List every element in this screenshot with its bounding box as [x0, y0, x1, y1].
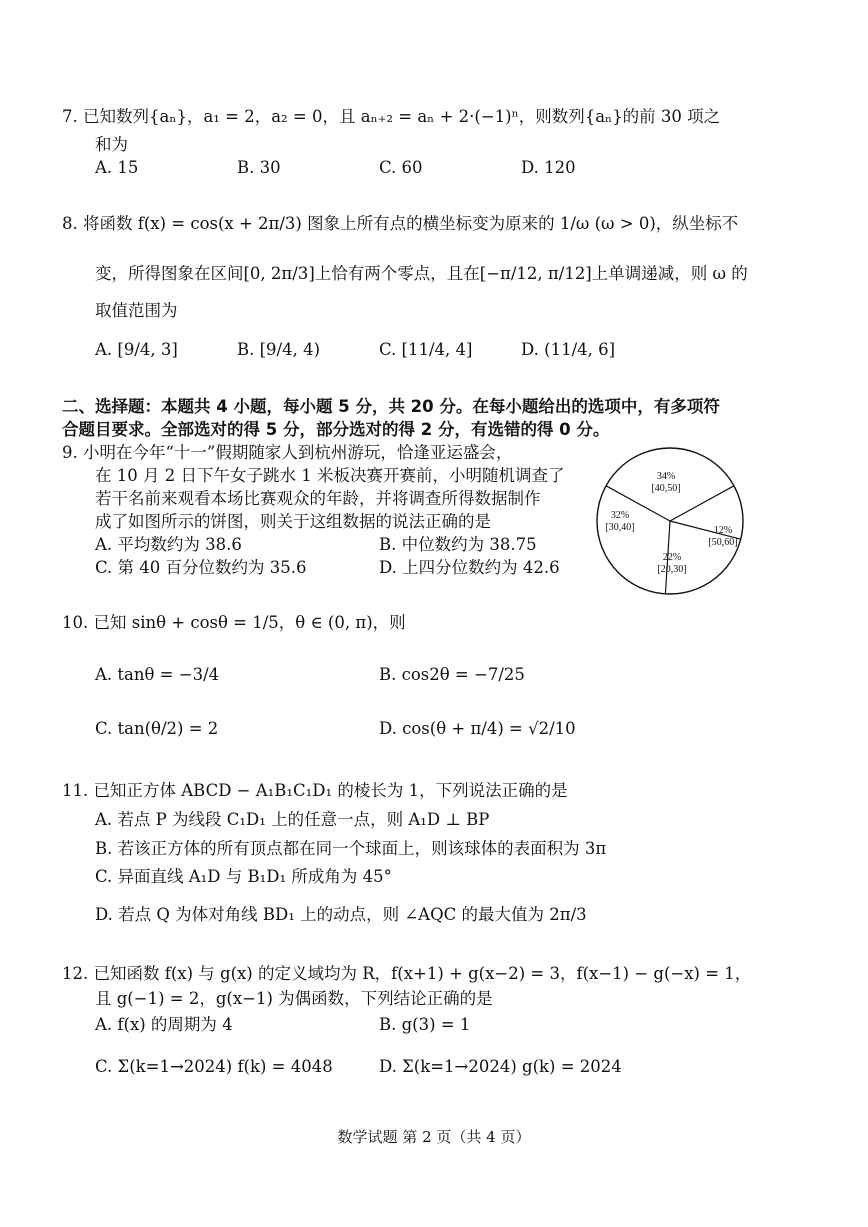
q9-stem-line4: 成了如图所示的饼图，则关于这组数据的说法正确的是 [95, 512, 491, 531]
q10-option-c: C. tan(θ/2) = 2 [95, 719, 219, 738]
pie-label-40-50: [40,50] [651, 483, 681, 494]
q11-option-d: D. 若点 Q 为体对角线 BD₁ 上的动点，则 ∠AQC 的最大值为 2π/3 [95, 905, 587, 924]
q7-option-b: B. 30 [237, 158, 281, 177]
q9-option-d: D. 上四分位数约为 42.6 [379, 558, 560, 577]
q11-stem: 11. 已知正方体 ABCD − A₁B₁C₁D₁ 的棱长为 1，下列说法正确的是 [62, 781, 568, 800]
q7-stem-line1: 7. 已知数列{aₙ}，a₁ = 2，a₂ = 0，且 aₙ₊₂ = aₙ + 2·(−1)ⁿ，则数列{aₙ}的前 30 项之 [62, 107, 721, 126]
q12-option-d: D. Σ(k=1→2024) g(k) = 2024 [379, 1057, 622, 1076]
q9-stem-line1: 9. 小明在今年“十一”假期随家人到杭州游玩，恰逢亚运盛会， [62, 443, 513, 462]
q9-stem-line2: 在 10 月 2 日下午女子跳水 1 米板决赛开赛前，小明随机调查了 [95, 466, 565, 485]
pie-label-20-30: [20,30] [657, 564, 687, 575]
q8-stem-line1: 8. 将函数 f(x) = cos(x + 2π/3) 图象上所有点的横坐标变为原来的 1/ω (ω > 0)，纵坐标不 [62, 214, 739, 233]
q11-option-b: B. 若该正方体的所有顶点都在同一个球面上，则该球体的表面积为 3π [95, 839, 607, 858]
q9-option-c: C. 第 40 百分位数约为 35.6 [95, 558, 307, 577]
pie-label-32-pct: 32% [610, 510, 630, 521]
q9-option-a: A. 平均数约为 38.6 [95, 535, 242, 554]
q12-option-b: B. g(3) = 1 [379, 1015, 471, 1034]
q12-stem-line2: 且 g(−1) = 2，g(x−1) 为偶函数，下列结论正确的是 [95, 989, 493, 1008]
q12-stem-line1: 12. 已知函数 f(x) 与 g(x) 的定义域均为 R，f(x+1) + g(x−2) = 3，f(x−1) − g(−x) = 1， [62, 964, 752, 983]
section2-heading-line1: 二、选择题：本题共 4 小题，每小题 5 分，共 20 分。在每小题给出的选项中，有多项符 [62, 397, 720, 416]
q8-option-a: A. [9/4, 3] [95, 340, 178, 359]
pie-label-30-40: [30,40] [605, 522, 635, 533]
q8-option-b: B. [9/4, 4) [237, 340, 321, 359]
q7-stem-line2: 和为 [95, 135, 128, 154]
q9-option-b: B. 中位数约为 38.75 [379, 535, 537, 554]
q11-option-c: C. 异面直线 A₁D 与 B₁D₁ 所成角为 45° [95, 867, 392, 886]
q7-option-c: C. 60 [379, 158, 423, 177]
q10-stem: 10. 已知 sinθ + cosθ = 1/5，θ ∈ (0, π)，则 [62, 613, 406, 632]
page-footer: 数学试题 第 2 页（共 4 页） [337, 1128, 531, 1146]
section2-heading-line2: 合题目要求。全部选对的得 5 分，部分选对的得 2 分，有选错的得 0 分。 [62, 420, 610, 439]
q8-stem-line3: 取值范围为 [95, 301, 178, 320]
q8-stem-line2: 变，所得图象在区间[0, 2π/3]上恰有两个零点，且在[−π/12, π/12]上单调递减，则 ω 的 [95, 264, 748, 283]
q9-stem-line3: 若干名前来观看本场比赛观众的年龄，并将调查所得数据制作 [95, 489, 541, 508]
q10-option-b: B. cos2θ = −7/25 [379, 665, 525, 684]
q10-option-a: A. tanθ = −3/4 [95, 665, 220, 684]
q7-option-d: D. 120 [521, 158, 576, 177]
q11-option-a: A. 若点 P 为线段 C₁D₁ 上的任意一点，则 A₁D ⊥ BP [95, 810, 490, 829]
pie-label-50-60: [50,60] [708, 537, 738, 548]
q8-option-d: D. (11/4, 6] [521, 340, 616, 359]
q12-option-c: C. Σ(k=1→2024) f(k) = 4048 [95, 1057, 333, 1076]
age-pie-chart [590, 446, 750, 596]
q10-option-d: D. cos(θ + π/4) = √2/10 [379, 719, 576, 738]
pie-label-34-pct: 34% [656, 471, 676, 482]
q12-option-a: A. f(x) 的周期为 4 [95, 1015, 233, 1034]
pie-label-22-pct: 22% [662, 552, 682, 563]
q7-option-a: A. 15 [95, 158, 139, 177]
pie-label-12-pct: 12% [713, 525, 733, 536]
q8-option-c: C. [11/4, 4] [379, 340, 473, 359]
